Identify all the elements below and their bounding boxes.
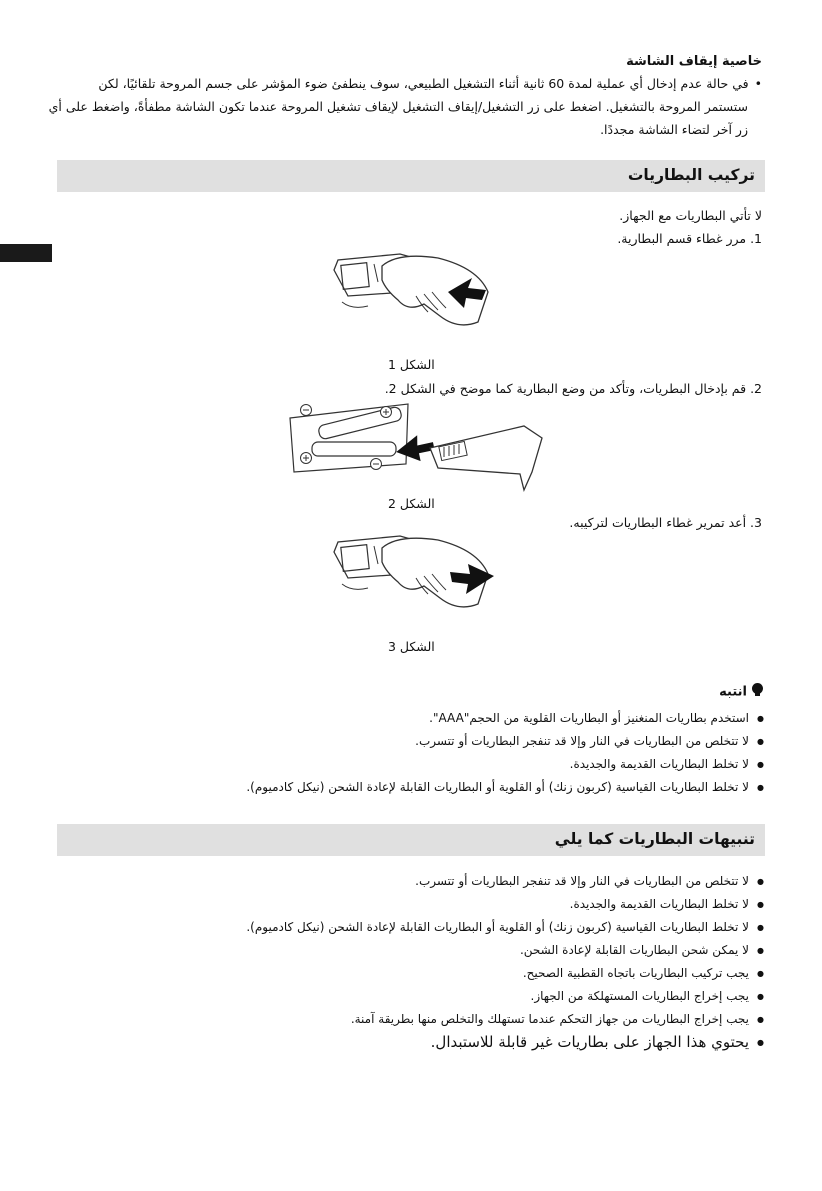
list-item: ● لا تخلط البطاريات القياسية (كربون زنك) أو القلوية أو البطاريات القابلة لإعادة الشحن (نيكل كادميوم). (246, 916, 764, 939)
figure-1-caption: الشكل 1 (388, 357, 435, 372)
caution-heading (719, 683, 764, 701)
screen-off-heading: خاصية إيقاف الشاشة (626, 54, 762, 69)
section-band-battery-install (57, 160, 765, 192)
screen-off-line: • في حالة عدم إدخال أي عملية لمدة 60 ثانية أثناء التشغيل الطبيعي، سوف ينطفئ ضوء المؤشر على جسم المروحة تلقائيًا، لكن (62, 72, 762, 95)
list-item: ● لا تخلط البطاريات القديمة والجديدة. (246, 893, 764, 916)
list-item: ● لا تتخلص من البطاريات في النار وإلا قد تنفجر البطاريات أو تتسرب. (246, 730, 764, 753)
screen-off-paragraph (48, 72, 762, 141)
section-title: تركيب البطاريات (627, 166, 755, 184)
list-item: ● لا تخلط البطاريات القديمة والجديدة. (246, 753, 764, 776)
section-band-battery-warnings (57, 824, 765, 856)
caution-list (246, 707, 764, 799)
figure-2-caption: الشكل 2 (388, 496, 435, 511)
figure-3-replace-cover (328, 534, 500, 634)
list-item: ● يجب إخراج البطاريات المستهلكة من الجهاز. (246, 985, 764, 1008)
list-item: ● يجب إخراج البطاريات من جهاز التحكم عندما تستهلك والتخلص منها بطريقة آمنة. (246, 1008, 764, 1031)
caution-bulb-icon (751, 683, 764, 701)
list-item: ● يجب تركيب البطاريات باتجاه القطبية الصحيح. (246, 962, 764, 985)
list-item: ● لا تخلط البطاريات القياسية (كربون زنك) أو القلوية أو البطاريات القابلة لإعادة الشحن (نيكل كادميوم). (246, 776, 764, 799)
list-item: ● يحتوي هذا الجهاز على بطاريات غير قابلة للاستبدال. (246, 1031, 764, 1054)
step-2-text: 2. قم بإدخال البطريات، وتأكد من وضع البطارية كما موضح في الشكل 2. (384, 381, 762, 396)
figure-3-caption: الشكل 3 (388, 639, 435, 654)
list-item: ● استخدم بطاريات المنغنيز أو البطاريات القلوية من الحجم"AAA". (246, 707, 764, 730)
screen-off-line: ستستمر المروحة بالتشغيل. اضغط على زر التشغيل/إيقاف التشغيل لإيقاف تشغيل المروحة عندما تكون الشاشة مطفأةً، واضغط على أي (48, 99, 748, 114)
figure-1-slide-cover (328, 252, 500, 352)
list-item: ● لا يمكن شحن البطاريات القابلة لإعادة الشحن. (246, 939, 764, 962)
figure-2-insert-batteries (288, 398, 544, 492)
screen-off-line: زر آخر لتضاء الشاشة مجددًا. (600, 122, 748, 137)
caution-label: انتبه (719, 684, 747, 700)
batteries-not-included-note: لا تأتي البطاريات مع الجهاز. (619, 208, 762, 223)
step-3-text: 3. أعد تمرير غطاء البطاريات لتركيبه. (569, 515, 762, 530)
step-1-text: 1. مرر غطاء قسم البطارية. (617, 231, 762, 246)
list-item: ● لا تتخلص من البطاريات في النار وإلا قد تنفجر البطاريات أو تتسرب. (246, 870, 764, 893)
section-title: تنبيهات البطاريات كما يلي (554, 830, 755, 848)
page-side-tab (0, 244, 52, 262)
warnings-list (246, 870, 764, 1054)
